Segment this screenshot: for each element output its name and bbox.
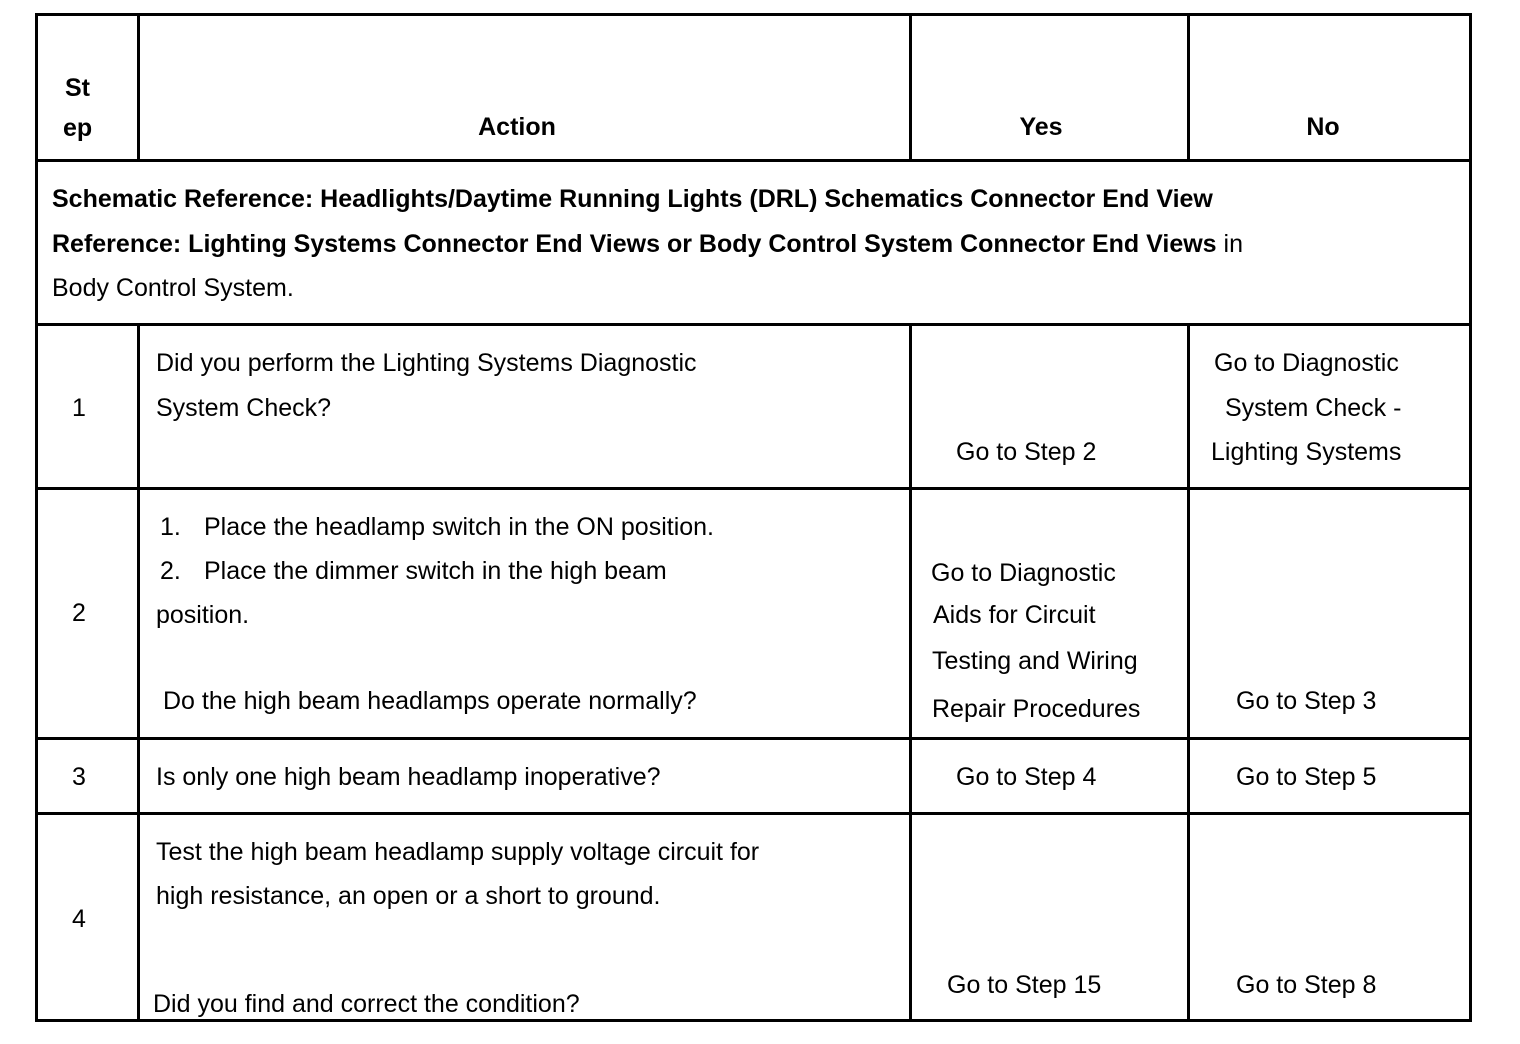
action-text: high resistance, an open or a short to ground. xyxy=(156,882,661,910)
yes-result: Aids for Circuit xyxy=(933,601,1096,629)
step-number: 2 xyxy=(72,599,86,627)
yes-result: Go to Step 4 xyxy=(956,763,1097,791)
table-border-left xyxy=(35,13,38,1022)
list-item-number: 2. xyxy=(160,557,181,585)
header-step-line2: ep xyxy=(63,114,93,142)
reference-line3: Body Control System. xyxy=(52,274,294,302)
table-border-bottom xyxy=(35,1019,1472,1022)
yes-result: Repair Procedures xyxy=(932,695,1141,723)
no-result: Go to Step 3 xyxy=(1236,687,1377,715)
row1-divider xyxy=(35,487,1472,490)
step-number: 3 xyxy=(72,763,86,791)
action-text: position. xyxy=(156,601,250,629)
step-number: 1 xyxy=(72,394,86,422)
yes-column-divider xyxy=(1187,323,1190,1022)
yes-result: Testing and Wiring xyxy=(932,647,1138,675)
list-item-text: Place the dimmer switch in the high beam xyxy=(204,557,667,585)
action-question: Did you find and correct the condition? xyxy=(153,990,580,1018)
table-border-right xyxy=(1469,13,1472,1022)
yes-result: Go to Diagnostic xyxy=(931,559,1116,587)
row2-divider xyxy=(35,737,1472,740)
action-column-divider xyxy=(909,323,912,1022)
reference-divider xyxy=(35,323,1472,326)
header-yes: Yes xyxy=(1019,113,1063,141)
step-number: 4 xyxy=(72,905,86,933)
no-result: System Check - xyxy=(1225,394,1402,422)
action-text: Test the high beam headlamp supply voltage circuit for xyxy=(156,838,760,866)
action-question: Do the high beam headlamps operate normally? xyxy=(163,687,697,715)
list-item-text: Place the headlamp switch in the ON position. xyxy=(204,513,714,541)
no-result: Go to Step 5 xyxy=(1236,763,1377,791)
reference-line1: Schematic Reference: Headlights/Daytime Running Lights (DRL) Schematics Connector End View xyxy=(52,185,1213,213)
yes-column-divider xyxy=(1187,13,1190,162)
no-result: Go to Diagnostic xyxy=(1214,349,1399,377)
action-text: Is only one high beam headlamp inoperative? xyxy=(156,763,661,791)
action-column-divider xyxy=(909,13,912,162)
no-result: Lighting Systems xyxy=(1211,438,1402,466)
reference-line2-plain: in xyxy=(1216,230,1243,258)
row3-divider xyxy=(35,812,1472,815)
reference-line2-bold: Reference: Lighting Systems Connector End Views or Body Control System Connector End Views xyxy=(52,230,1217,258)
header-action: Action xyxy=(478,113,556,141)
action-text: Did you perform the Lighting Systems Diagnostic xyxy=(156,349,697,377)
header-divider xyxy=(35,159,1472,162)
yes-result: Go to Step 2 xyxy=(956,438,1097,466)
table-border-top xyxy=(35,13,1472,16)
header-no: No xyxy=(1306,113,1340,141)
step-column-divider xyxy=(137,323,140,1022)
yes-result: Go to Step 15 xyxy=(947,971,1102,999)
action-text: System Check? xyxy=(156,394,332,422)
no-result: Go to Step 8 xyxy=(1236,971,1377,999)
step-column-divider xyxy=(137,13,140,162)
header-step-line1: St xyxy=(65,74,90,102)
list-item-number: 1. xyxy=(160,513,181,541)
reference-line2 xyxy=(52,232,1243,257)
